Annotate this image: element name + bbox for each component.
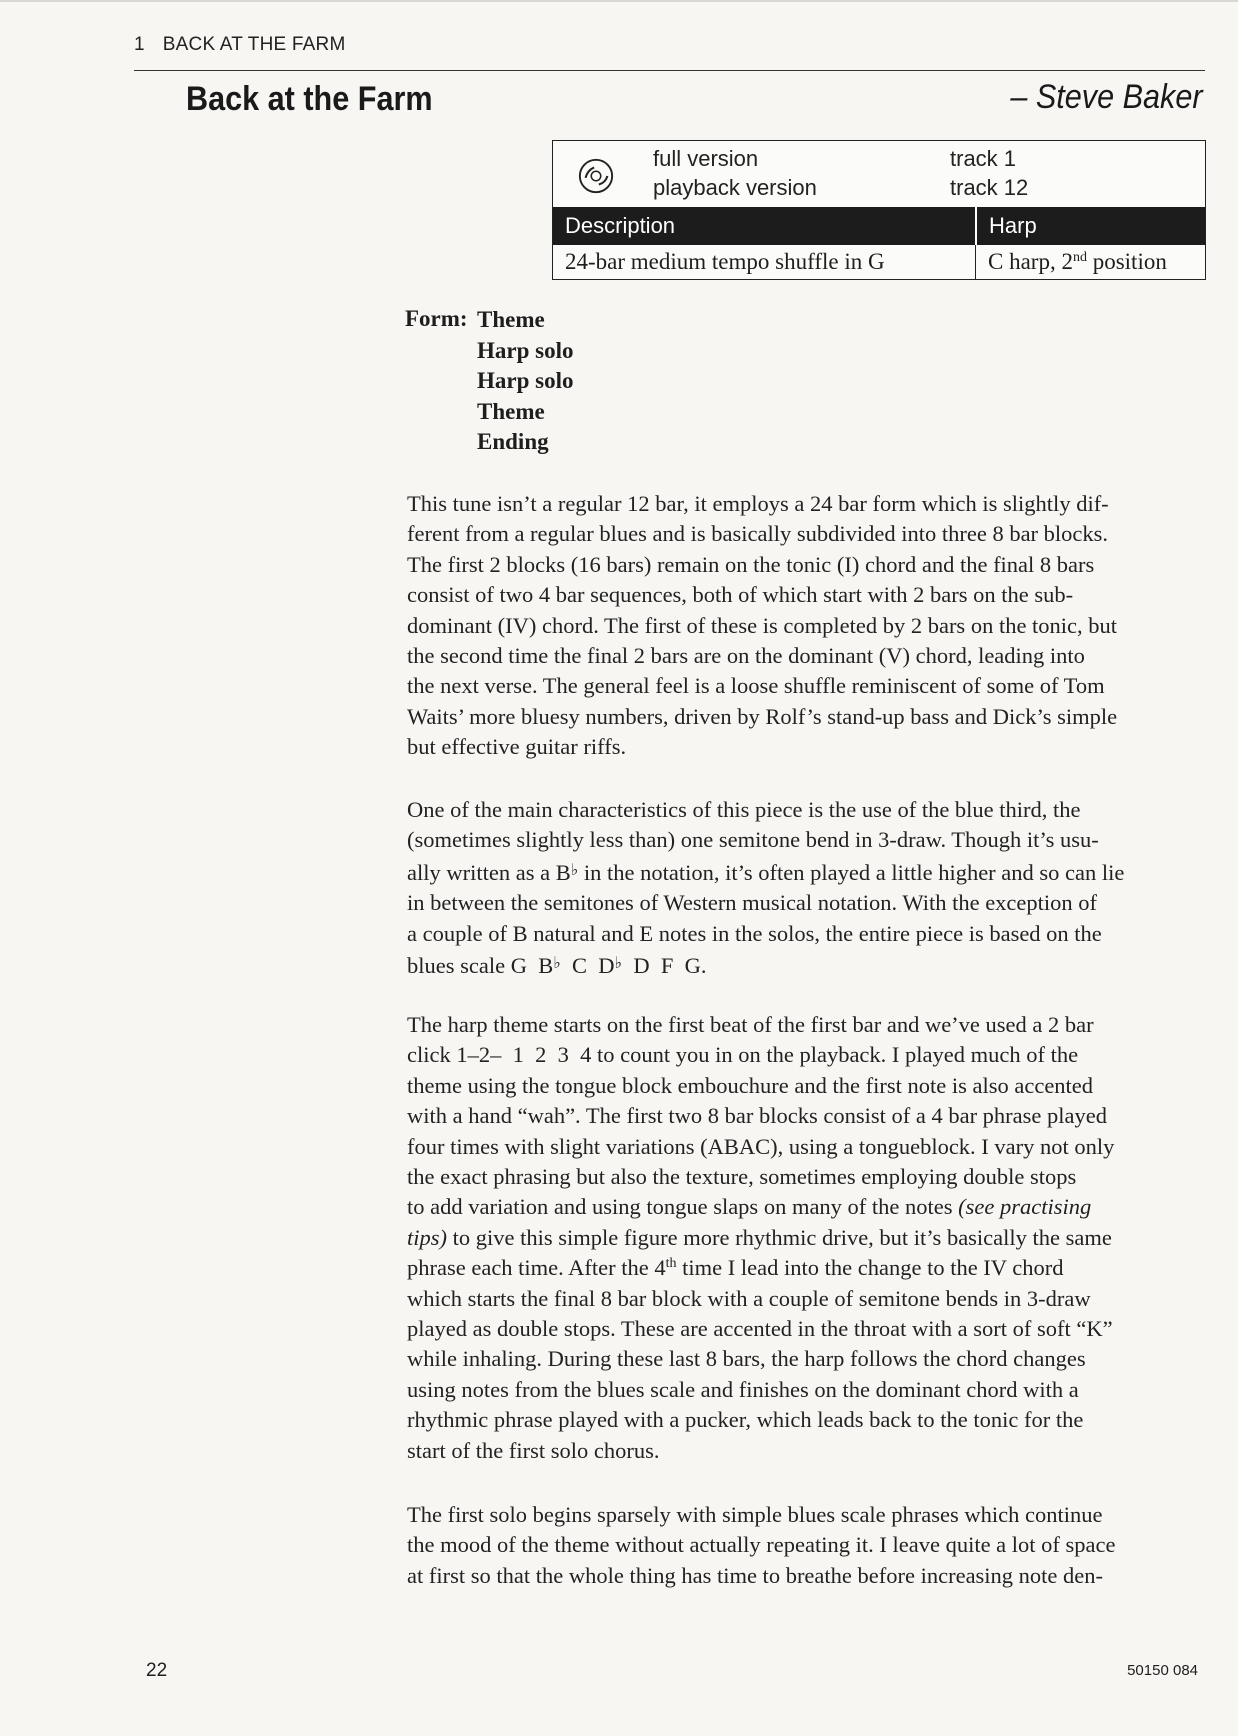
info-header-row	[553, 207, 1205, 245]
text-line: The first 2 blocks (16 bars) remain on the tonic (I) chord and the final 8 bars	[407, 551, 1095, 577]
catalog-number: 50150 084	[1127, 1662, 1198, 1679]
text-line: but effective guitar riffs.	[407, 734, 627, 760]
text-run: ally written as a B	[407, 859, 571, 885]
text-run: blues scale G B	[407, 953, 554, 979]
text-line: theme using the tongue block embouchure and the first note is also accented	[407, 1072, 1094, 1098]
text-line: with a hand “wah”. The first two 8 bar blocks consist of a 4 bar phrase played	[407, 1103, 1108, 1129]
paragraph-harp-theme	[407, 1010, 1207, 1466]
page-number: 22	[146, 1660, 168, 1681]
track-info-box	[552, 140, 1206, 280]
flat-sign: ♭	[570, 861, 579, 879]
form-item: Ending	[477, 429, 549, 454]
flat-sign: ♭	[614, 955, 623, 973]
author-name: – Steve Baker	[1010, 78, 1203, 116]
form-list	[477, 306, 573, 459]
text-line: four times with slight variations (ABAC), using a tongueblock. I vary not only	[407, 1133, 1115, 1159]
harp-value-text: C harp, 2	[988, 249, 1073, 274]
text-line: while inhaling. During these last 8 bars, the harp follows the chord changes	[407, 1346, 1086, 1372]
paragraph-form-description	[407, 489, 1207, 763]
track-list	[553, 141, 1205, 207]
text-line: click 1–2– 1 2 3 4 to count you in on the playback. I played much of the	[407, 1042, 1079, 1068]
text-line: One of the main characteristics of this piece is the use of the blue third, the	[407, 797, 1081, 822]
form-item: Harp solo	[477, 368, 574, 393]
form-item: Theme	[477, 307, 545, 332]
track-label: playback version	[653, 175, 817, 200]
flat-sign: ♭	[553, 955, 561, 973]
info-value-row	[553, 245, 1205, 279]
track-number: track 1	[950, 146, 1017, 171]
text-line: played as double stops. These are accented in the throat with a sort of soft “K”	[407, 1316, 1113, 1342]
chapter-number: 1	[134, 34, 145, 55]
harp-value	[976, 245, 1205, 279]
text-line	[407, 856, 1207, 888]
text-line: the next verse. The general feel is a loose shuffle reminiscent of some of Tom	[407, 673, 1105, 699]
text-line	[407, 1253, 1207, 1283]
text-line	[407, 949, 1207, 981]
header-rule	[134, 70, 1205, 71]
text-line: the exact phrasing but also the texture, sometimes employing double stops	[407, 1164, 1077, 1190]
text-line: rhythmic phrase played with a pucker, which leads back to the tonic for the	[407, 1407, 1084, 1433]
text-line: The first solo begins sparsely with simple blues scale phrases which continue	[407, 1502, 1103, 1527]
italic-reference: (see practising	[958, 1194, 1092, 1220]
page-title: Back at the Farm	[186, 80, 433, 118]
text-run: to give this simple figure more rhythmic drive, but it’s basically the same	[447, 1224, 1112, 1250]
text-line: in between the semitones of Western musical notation. With the exception of	[407, 890, 1098, 916]
text-line: which starts the final 8 bar block with a couple of semitone bends in 3-draw	[407, 1285, 1091, 1311]
text-line: This tune isn’t a regular 12 bar, it employs a 24 bar form which is slightly dif-	[407, 491, 1109, 516]
text-line: a couple of B natural and E notes in the solos, the entire piece is based on the	[407, 920, 1102, 946]
paragraph-first-solo	[407, 1500, 1207, 1591]
text-run: in the notation, it’s often played a little higher and so can lie	[578, 859, 1125, 885]
text-line	[407, 1192, 1207, 1222]
running-head	[134, 34, 345, 56]
text-line: start of the first solo chorus.	[407, 1437, 660, 1463]
ordinal-suffix: th	[665, 1256, 677, 1272]
track-number: track 12	[950, 175, 1029, 200]
text-line: the mood of the theme without actually repeating it. I leave quite a lot of space	[407, 1532, 1116, 1558]
text-run: D F G.	[622, 953, 707, 979]
text-line: consist of two 4 bar sequences, both of which start with 2 bars on the sub-	[407, 582, 1074, 608]
text-line: (sometimes slightly less than) one semitone bend in 3-draw. Though it’s usu-	[407, 827, 1099, 853]
text-line: ferent from a regular blues and is basically subdivided into three 8 bar blocks.	[407, 521, 1109, 547]
cd-icon	[577, 157, 615, 195]
track-label: full version	[653, 146, 759, 171]
form-item: Harp solo	[477, 337, 574, 363]
text-run: phrase each time. After the 4	[407, 1255, 666, 1281]
italic-reference: tips)	[407, 1224, 448, 1250]
text-run: time I lead into the change to the IV chord	[676, 1255, 1064, 1281]
form-item: Theme	[477, 398, 545, 424]
text-line: at first so that the whole thing has time to breathe before increasing note den-	[407, 1562, 1104, 1588]
text-line: The harp theme starts on the first beat of the first bar and we’ve used a 2 bar	[407, 1012, 1094, 1037]
description-value: 24-bar medium tempo shuffle in G	[553, 245, 976, 279]
harp-value-text: position	[1086, 249, 1167, 274]
text-line	[407, 1223, 1207, 1253]
top-edge	[0, 0, 1238, 2]
harp-value-ordinal: nd	[1072, 250, 1087, 265]
harp-header: Harp	[989, 213, 1037, 238]
paragraph-blue-third	[407, 795, 1207, 981]
text-line: dominant (IV) chord. The first of these is completed by 2 bars on the tonic, but	[407, 612, 1118, 638]
text-line: using notes from the blues scale and finishes on the dominant chord with a	[407, 1376, 1079, 1402]
text-run: to add variation and using tongue slaps on many of the notes	[407, 1194, 959, 1220]
text-line: Waits’ more bluesy numbers, driven by Rolf’s stand-up bass and Dick’s simple	[407, 703, 1118, 729]
text-run: C D	[560, 953, 615, 979]
description-header: Description	[553, 207, 977, 245]
text-line: the second time the final 2 bars are on the dominant (V) chord, leading into	[407, 643, 1085, 669]
chapter-title: BACK AT THE FARM	[162, 34, 346, 55]
form-label: Form:	[405, 306, 468, 331]
